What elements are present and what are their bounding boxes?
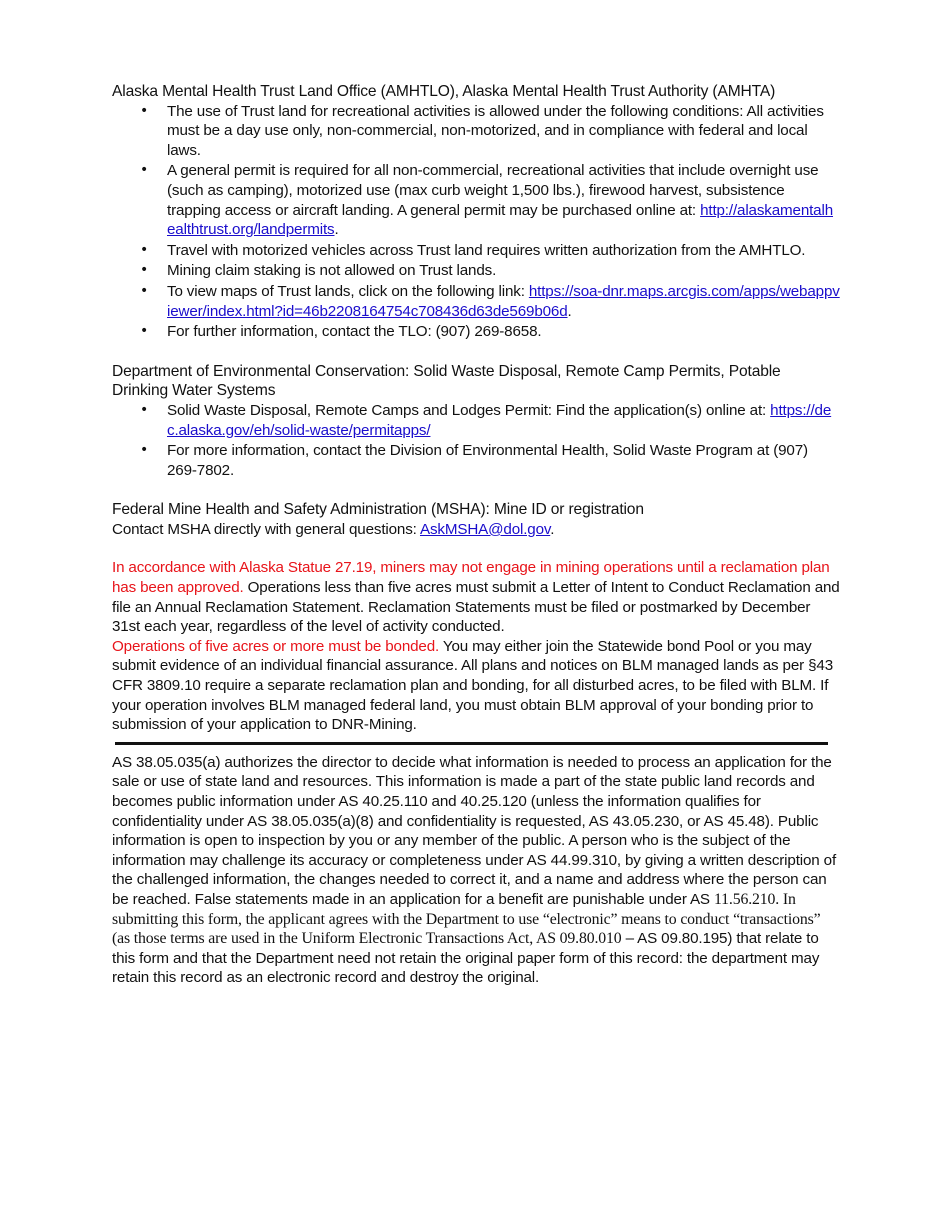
trust-lands-map-link[interactable]: https://soa-dnr.maps.arcgis.com/apps/webappviewer/index.html?id=46b2208164754c708436d63de569b06d <box>167 282 840 320</box>
reclamation-notice-red: In accordance with Alaska Statue 27.19, miners may not engage in mining operations until a reclamation plan has been approved. <box>112 559 830 597</box>
amhtlo-section <box>112 82 840 342</box>
document-page <box>112 82 840 988</box>
amhtlo-bullet-list <box>112 102 840 342</box>
disclosure-paragraph: AS 38.05.035(a) authorizes the director to decide what information is needed to process an application for the sale or use of state land and resources. This information is made a part of the state public land records and becomes public information under AS 40.25.110 and 40.25.120 (unless the information qualifies for confidentiality under AS 38.05.035(a)(8) and confidentiality is requested, AS 43.05.230, or AS 45.48). Public information is open to inspection by you or any member of the public. A person who is the subject of the information may challenge its accuracy or completeness under AS 44.99.310, by giving a written description of the challenged information, the changes needed to correct it, and a name and address where the person can be reached. False statements made in an application for a benefit are punishable under AS 11.56.210. In submitting this form, the applicant agrees with the Department to use “electronic” means to conduct “transactions” (as those terms are used in the Uniform Electronic Transactions Act, AS 09.80.010 – AS 09.80.195) that relate to this form and that the Department need not retain the original paper form of this record: the department may retain this record as an electronic record and destroy the original. <box>112 753 837 987</box>
msha-heading: Federal Mine Health and Safety Administration (MSHA): Mine ID or registration <box>112 501 644 519</box>
amhtlo-heading: Alaska Mental Health Trust Land Office (AMHTLO), Alaska Mental Health Trust Authority (AMHTA) <box>112 83 776 100</box>
section-spacer <box>112 539 840 558</box>
dec-heading: Department of Environmental Conservation: Solid Waste Disposal, Remote Camp Permits, Potable Drinking Water Systems <box>112 362 781 400</box>
reclamation-paragraph-1: In accordance with Alaska Statue 27.19, miners may not engage in mining operations until a reclamation plan has been approved. Operations less than five acres must submit a Letter of Intent to Conduct Reclamation and file an Annual Reclamation Statement. Reclamation Statements must be filed or postmarked by December 31st each year, regardless of the level of activity conducted. <box>112 559 840 636</box>
msha-section <box>112 500 840 539</box>
list-item: • Solid Waste Disposal, Remote Camps and Lodges Permit: Find the application(s) online at: https://dec.alaska.gov/eh/solid-waste/permitapps/ <box>112 401 840 440</box>
reclamation-section <box>112 558 840 734</box>
section-spacer <box>112 481 840 500</box>
list-item: • For further information, contact the TLO: (907) 269-8658. <box>112 322 840 342</box>
bonding-notice-red: Operations of five acres or more must be bonded. <box>112 637 440 655</box>
disclosure-section <box>112 753 840 988</box>
list-item: • The use of Trust land for recreational activities is allowed under the following conditions: All activities must be a day use only, non-commercial, non-motorized, and in compliance with federal and local laws. <box>112 102 840 161</box>
list-item: • To view maps of Trust lands, click on the following link: https://soa-dnr.maps.arcgis.com/apps/webappviewer/index.html?id=46b2208164754c708436d63de569b06d. <box>112 282 840 321</box>
solid-waste-permit-link[interactable]: https://dec.alaska.gov/eh/solid-waste/permitapps/ <box>167 401 832 439</box>
dec-section <box>112 362 840 481</box>
section-divider <box>115 742 828 745</box>
dec-bullet-list <box>112 401 840 480</box>
list-item: • For more information, contact the Division of Environmental Health, Solid Waste Program at (907) 269-7802. <box>112 441 840 480</box>
list-item: • Travel with motorized vehicles across Trust land requires written authorization from the AMHTLO. <box>112 241 840 261</box>
msha-contact-line: Contact MSHA directly with general questions: AskMSHA@dol.gov. <box>112 520 555 538</box>
list-item: • A general permit is required for all non-commercial, recreational activities that include overnight use (such as camping), motorized use (max curb weight 1,500 lbs.), firewood harvest, subsistence trapping access or aircraft landing. A general permit may be purchased online at: http://alaskamentalhealthtrust.org/landpermits. <box>112 161 840 239</box>
list-item: • Mining claim staking is not allowed on Trust lands. <box>112 261 840 281</box>
section-spacer <box>112 343 840 362</box>
msha-email-link[interactable]: AskMSHA@dol.gov <box>419 520 551 538</box>
land-permits-link[interactable]: http://alaskamentalhealthtrust.org/landpermits <box>167 201 834 239</box>
reclamation-paragraph-2: Operations of five acres or more must be bonded. You may either join the Statewide bond Pool or you may submit evidence of an individual financial assurance. All plans and notices on BLM managed lands as per §43 CFR 3809.10 require a separate reclamation plan and bonding, for all disturbed acres, to be filed with BLM. If your operation involves BLM managed federal land, you must obtain BLM approval of your bonding prior to submission of your application to DNR-Mining. <box>112 637 834 734</box>
